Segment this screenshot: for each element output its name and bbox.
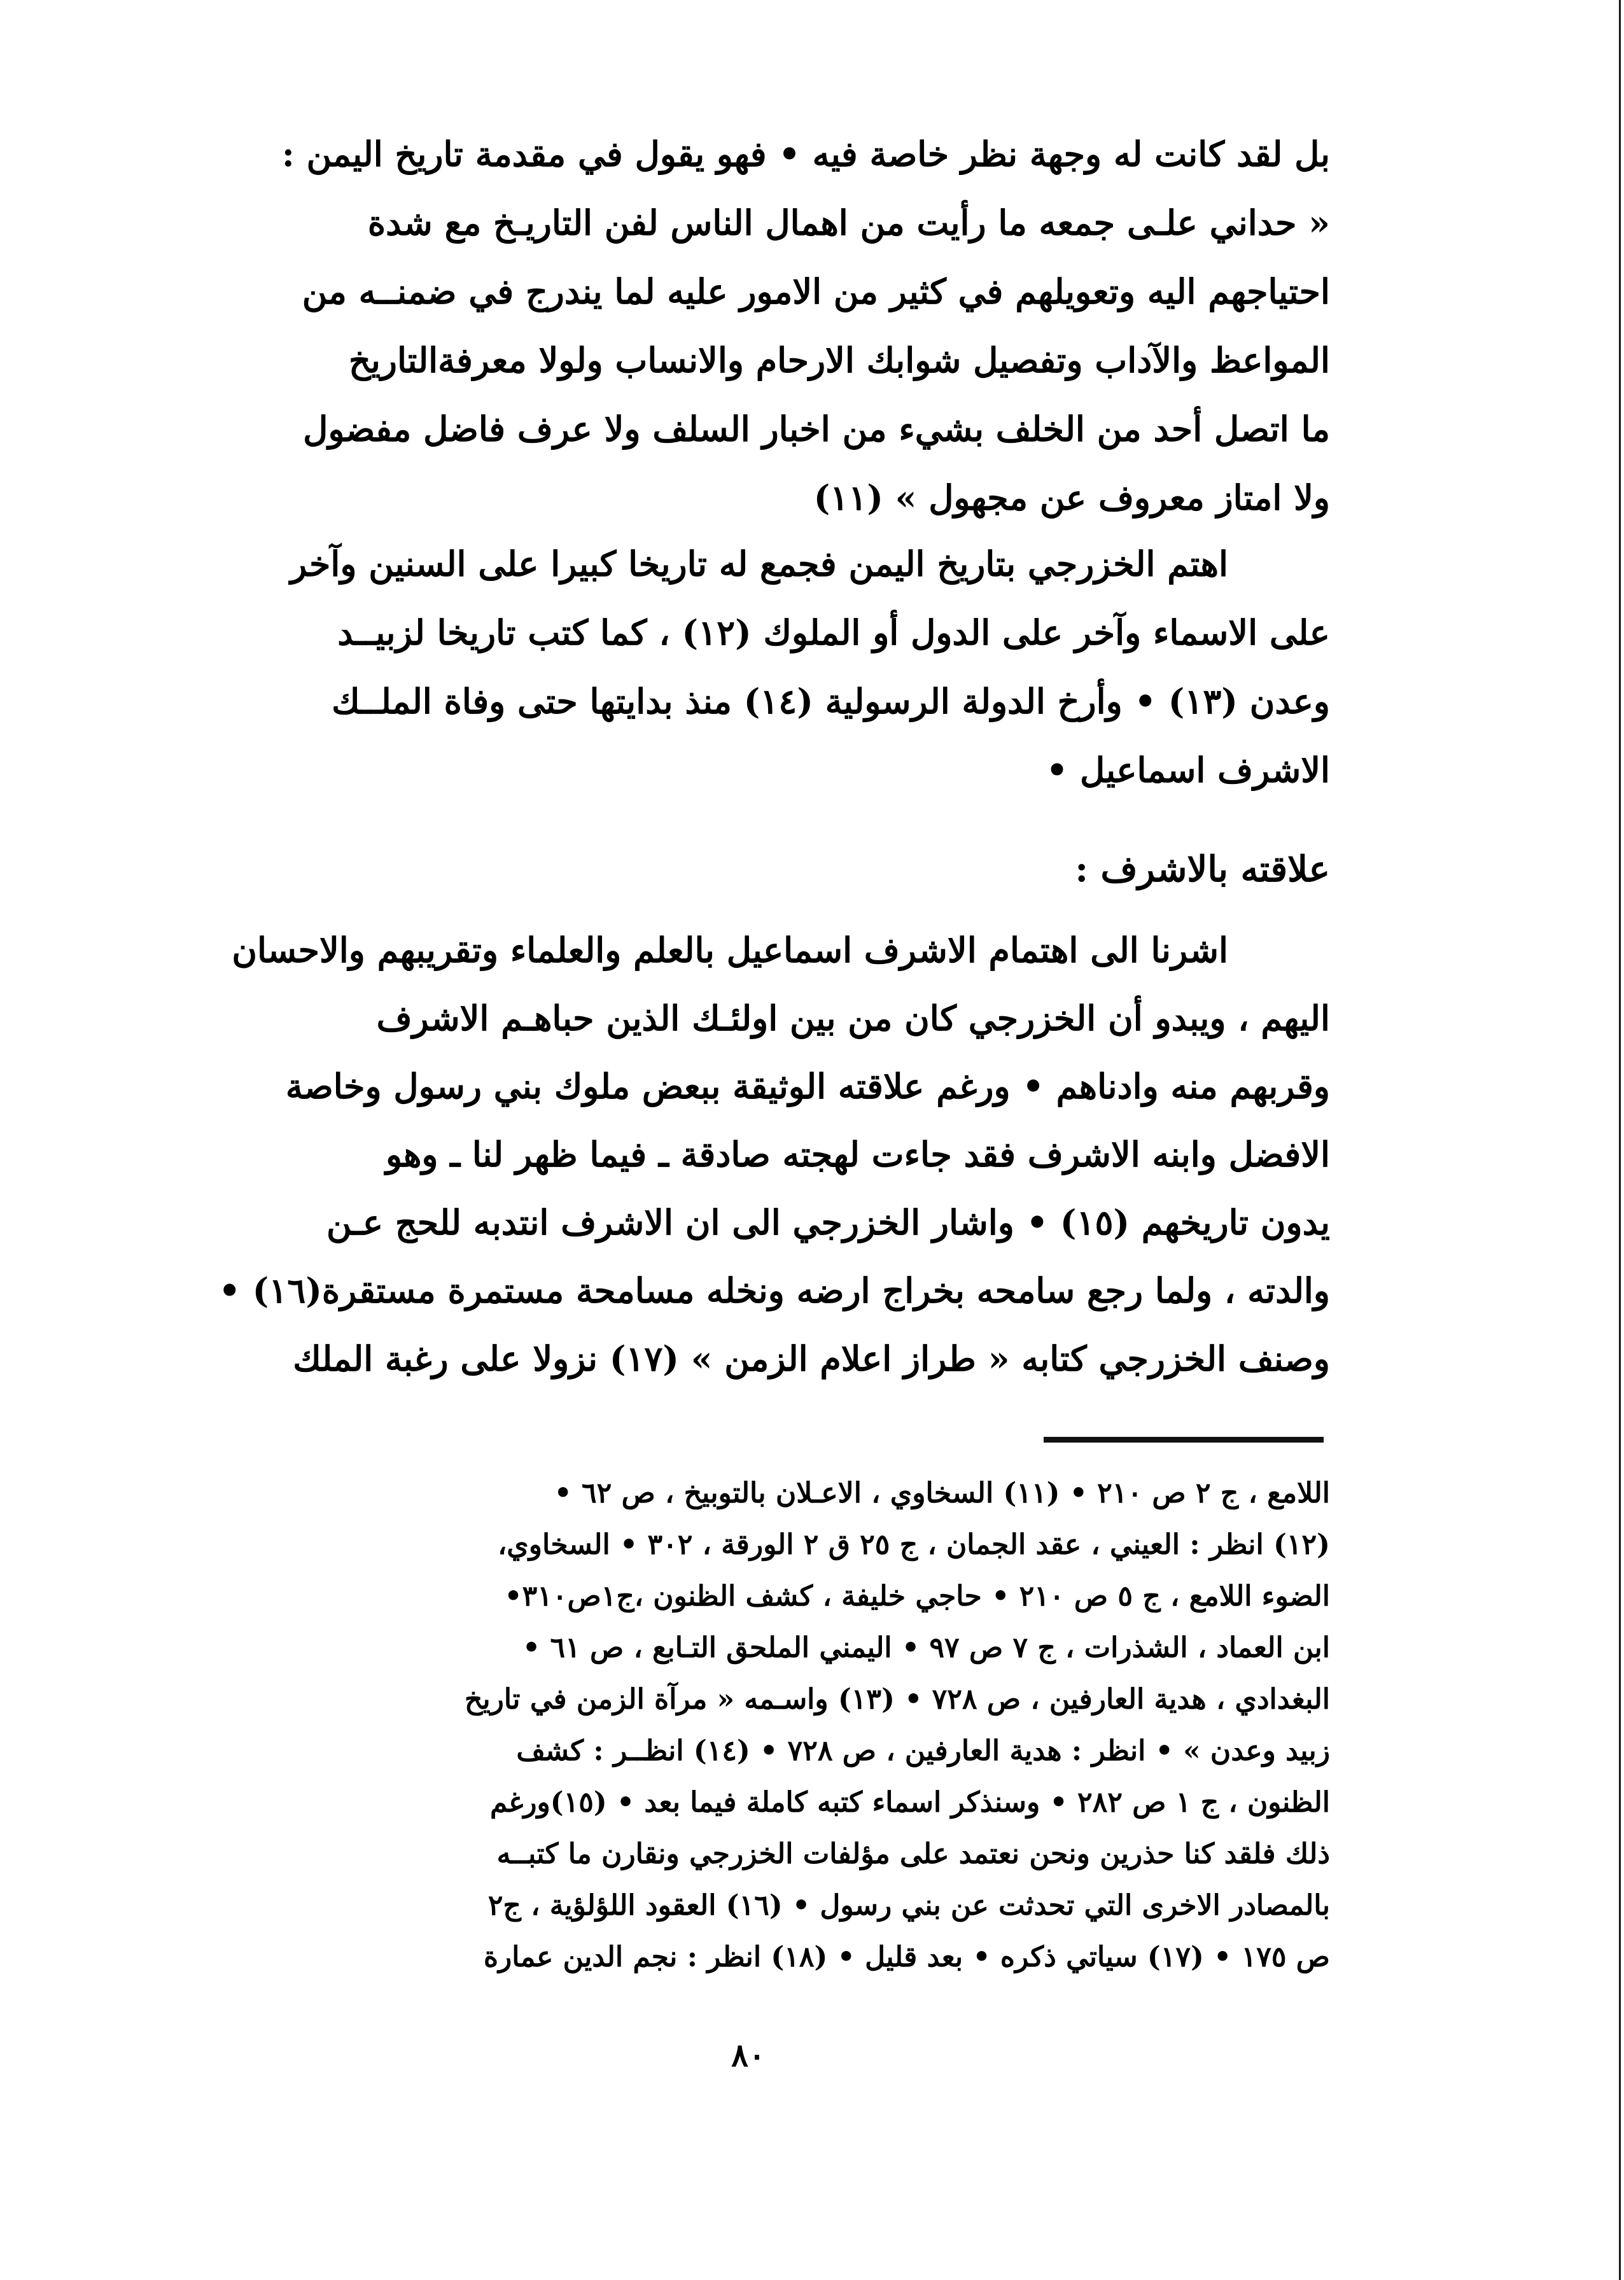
text-line: احتياجهم اليه وتعويلهم في كثير من الامور عليه لما يندرج في ضمنــه من [302,271,1330,312]
footnote-line: بالمصادر الاخرى التي تحدثت عن بني رسول • (١٦) العقود اللؤلؤية ، ج٢ [487,1889,1330,1922]
footnote-line: ذلك فلقد كنا حذرين ونحن نعتمد على مؤلفات الخزرجي ونقارن ما كتبــه [496,1838,1330,1870]
text-line: اليهم ، ويبدو أن الخزرجي كان من بين اولئـك الذين حباهـم الاشرف [376,998,1330,1039]
text-line: وقربهم منه وادناهم • ورغم علاقته الوثيقة ببعض ملوك بني رسول وخاصة [285,1066,1330,1107]
text-line: بل لقد كانت له وجهة نظر خاصة فيه • فهو يقول في مقدمة تاريخ اليمن : [281,134,1330,174]
intro-paragraph [172,120,1330,532]
history-paragraph [172,529,1330,804]
text-line: وصنف الخزرجي كتابه « طراز اعلام الزمن » (١٧) نزولا على رغبة الملك [293,1338,1330,1379]
text-line: اشرنا الى اهتمام الاشرف اسماعيل بالعلم والعلماء وتقريبهم والاحسان [232,930,1228,970]
text-line: « حداني علـى جمعه ما رأيت من اهمال الناس لفن التاريـخ مع شدة [367,202,1330,243]
text-line: اهتم الخزرجي بتاريخ اليمن فجمع له تاريخا كبيرا على السنين وآخر [290,543,1228,584]
text-line: ما اتصل أحد من الخلف بشيء من اخبار السلف ولا عرف فاضل مفضول [303,409,1330,449]
page-edge-border [1619,0,1621,2280]
footnote-line: (١٢) انظر : العيني ، عقد الجمان ، ج ٢٥ ق ٢ الورقة ، ٣٠٢ • السخاوي، [498,1528,1330,1561]
page-number: ٨٠ [731,2036,766,2074]
section-heading: علاقته بالاشرف : [1075,848,1330,890]
footnote-line: ص ١٧٥ • (١٧) سياتي ذكره • بعد قليل • (١٨) انظر : نجم الدين عمارة [483,1941,1330,1973]
text-line: وعدن (١٣) • وأرخ الدولة الرسولية (١٤) منذ بدايتها حتى وفاة الملــك [332,681,1330,722]
text-line: المواعظ والآداب وتفصيل شوابك الارحام والانساب ولولا معرفةالتاريخ [349,340,1330,381]
footnote-line: الظنون ، ج ١ ص ٢٨٢ • وسنذكر اسماء كتبه كاملة فيما بعد • (١٥)ورغم [489,1786,1330,1819]
text-line: يدون تاريخهم (١٥) • واشار الخزرجي الى ان الاشرف انتدبه للحج عـن [326,1202,1330,1243]
footnotes [172,1467,1330,1983]
footnote-line: زبيد وعدن » • انظر : هدية العارفين ، ص ٧٢٨ • (١٤) انظــر : كشف [516,1735,1330,1767]
text-line: ولا امتاز معروف عن مجهول » (١١) [813,477,1330,518]
text-line: الافضل وابنه الاشرف فقد جاءت لهجته صادقة ـ فيما ظهر لنا ـ وهو [386,1134,1330,1175]
text-line: والدته ، ولما رجع سامحه بخراج ارضه ونخله مسامحة مستمرة مستقرة(١٦) • [218,1270,1330,1311]
footnote-line: اللامع ، ج ٢ ص ٢١٠ • (١١) السخاوي ، الاعـلان بالتوبيخ ، ص ٦٢ • [554,1477,1330,1509]
footnote-line: الضوء اللامع ، ج ٥ ص ٢١٠ • حاجي خليفة ، كشف الظنون ،ج١ص٣١٠• [504,1580,1330,1612]
text-line: على الاسماء وآخر على الدول أو الملوك (١٢) ، كما كتب تاريخا لزبيــد [337,612,1330,653]
text-line: الاشرف اسماعيل • [1046,750,1330,790]
footnote-separator [1044,1437,1324,1443]
footnote-line: ابن العماد ، الشذرات ، ج ٧ ص ٩٧ • اليمني الملحق التـابع ، ص ٦١ • [522,1632,1330,1664]
relation-paragraph [172,916,1330,1393]
footnote-line: البغدادي ، هدية العارفين ، ص ٧٢٨ • (١٣) واسـمه « مرآة الزمن في تاريخ [464,1683,1330,1716]
